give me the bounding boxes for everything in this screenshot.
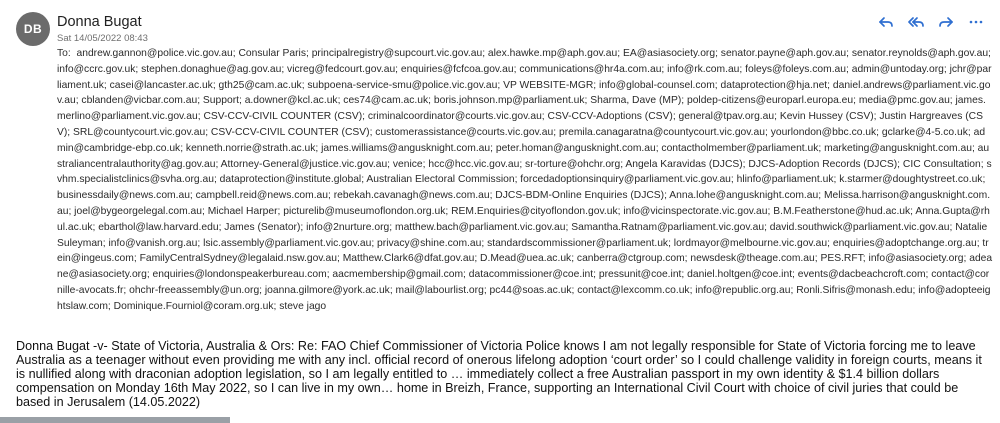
forward-icon xyxy=(938,14,954,30)
message-subject: Donna Bugat -v- State of Victoria, Australia & Ors: Re: FAO Chief Commissioner of Victoria Police knows I am not legally responsible for State of Victoria forcing me to leave Australia as a teenager without even providing me with any incl. official record of onerous lifelong adoption ‘court order’ so I could challenge validity in foreign courts, means it is nullified along with draconian adoption legislation, so I am legally entitled to … immediately collect a free Australian passport in my own identity & $1.4 billion dollars compensation on Monday 16th May 2022, so I can live in my own… home in Breizh, France, supporting an International Civil Court with choice of civil juries that could be based in Jerusalem (14.05.2022) xyxy=(16,339,982,409)
reply-all-icon xyxy=(908,14,924,30)
recipients-text[interactable]: andrew.gannon@police.vic.gov.au; Consular Paris; principalregistry@supcourt.vic.gov.au; alex.hawke.mp@aph.gov.au; EA@asiasociety.org; senator.payne@aph.gov.au; senator.reynolds@aph.gov.au; info@ccrc.gov.uk; stephen.donaghue@ag.gov.au; vicreg@fedcourt.gov.au; enquiries@fcfcoa.gov.au; communications@hr4a.com.au; info@rk.com.au; foleys@foleys.com.au; admin@untoday.org; jchr@parliament.uk; casei@lancaster.ac.uk; gth25@cam.ac.uk; subpoena-service-smu@police.vic.gov.au; VP WEBSITE-MGR; info@global-counsel.com; dataprotection@hja.net; daniel.andrews@parliament.vic.gov.au; cblanden@vicbar.com.au; Support; a.downer@kcl.ac.uk; ces74@cam.ac.uk; boris.johnson.mp@parliament.uk; Sharma, Dave (MP); poldep-citizens@europarl.europa.eu; media@pmc.gov.au; james.merlino@parliament.vic.gov.au; CSV-CCV-CIVIL COUNTER (CSV); criminalcoordinator@courts.vic.gov.au; CSV-CCV-Adoptions (CSV); general@tpav.org.au; Kevin Hussey (CSV); Justin Hargreaves (CSV); SRL@countycourt.vic.gov.au; CSV-CCV-CIVIL COUNTER (CSV); customerassistance@courts.vic.gov.au; premila.canagaratna@countycourt.vic.gov.au; yourlondon@bbc.co.uk; gclarke@4-5.co.uk; admin@cambridge-ebp.co.uk; kenneth.norrie@strath.ac.uk; james.williams@angusknight.com.au; peter.homan@angusknight.com.au; contactholmember@parliament.uk; marketing@angusknight.com.au; australiancentralauthority@ag.gov.au; Attorney-General@justice.vic.gov.au; venice; hcc@hcc.vic.gov.au; sr-torture@ohchr.org; Angela Karavidas (DJCS); DJCS-Adoption Records (DJCS); CIC Consultation; svhm.specialistclinics@svha.org.au; dataprotection@institute.global; Australian Electoral Commission; forcedadoptionsinquiry@parliament.vic.gov.au; hlinfo@parliament.uk; k.starmer@doughtystreet.co.uk; businessdaily@news.com.au; campbell.reid@news.com.au; rebekah.cavanagh@news.com.au; DJCS-BDM-Online Enquiries (DJCS); Anna.lohe@angusknight.com.au; Melissa.harrison@angusknight.com.au; joel@bygeorgelegal.com.au; Michael Harper; picturelib@museumoflondon.org.uk; REM.Enquiries@cityoflondon.gov.uk; info@vicinspectorate.vic.gov.au; B.M.Featherstone@hud.ac.uk; Anna.Gupta@rhul.ac.uk; ebarthol@law.harvard.edu; James (Senator); info@2nurture.org; matthew.bach@parliament.vic.gov.au; Samantha.Ratnam@parliament.vic.gov.au; david.southwick@parliament.vic.gov.au; Natalie Suleyman; info@vanish.org.au; lsic.assembly@parliament.vic.gov.au; privacy@shine.com.au; standardscommissioner@parliament.uk; lordmayor@melbourne.vic.gov.au; enquiries@adoptchange.org.au; trein@ingeus.com; FamilyCentralSydney@legalaid.nsw.gov.au; Matthew.Clark6@dfat.gov.au; D.Mead@uea.ac.uk; canberra@ctgroup.com; newsdesk@theage.com.au; PES.RFT; info@asiasociety.org; adeane@asiasociety.org; enquiries@londonspeakerbureau.com; aacmembership@gmail.com; datacommissioner@coe.int; pressunit@coe.int; daniel.holtgen@coe.int; events@dacbeachcroft.com; contact@cornille-avocats.fr; ohchr-freeassembly@un.org; joanna.gilmore@york.ac.uk; mail@labourlist.org; pc44@soas.ac.uk; contact@lexcomm.co.uk; info@republic.org.au; Ronli.Sifris@monash.edu; info@adopteeightslaw.com; Dominique.Fourniol@coram.org.uk; steve jago xyxy=(57,48,993,312)
recipients-list xyxy=(57,46,993,315)
forward-button[interactable] xyxy=(936,12,956,32)
sent-date: Sat 14/05/2022 08:43 xyxy=(57,33,148,44)
attachment-preview-strip xyxy=(0,417,230,423)
sender-name: Donna Bugat xyxy=(57,14,142,30)
reply-icon xyxy=(878,14,894,30)
more-button[interactable] xyxy=(966,12,986,32)
reply-all-button[interactable] xyxy=(906,12,926,32)
to-label: To: xyxy=(57,48,71,59)
reply-button[interactable] xyxy=(876,12,896,32)
message-actions xyxy=(876,12,986,32)
avatar[interactable]: DB xyxy=(16,12,50,46)
more-icon xyxy=(968,14,984,30)
